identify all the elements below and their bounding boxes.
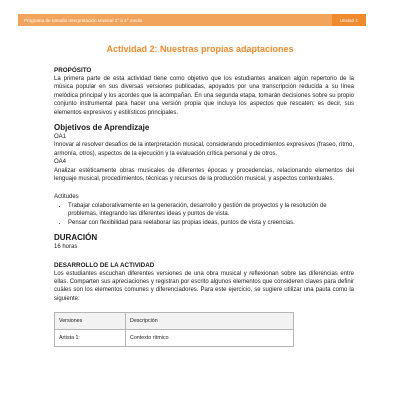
proposito-text: La primera parte de esta actividad tiene como objetivo que los estudiantes analicen algún repertorio de la música popular en sus diversas versiones publicadas, apoyados por una transcripción reducida a su línea melódica principal y los acordes que la acompañan. En una segunda etapa, tomarán decisiones sobre su propio conjunto instrumental para hacer una versión propia que incluya los aspectos que rescaten; es decir, sus elementos expresivos y estilísticos principales.	[54, 76, 354, 116]
duracion-value: 16 horas	[54, 244, 78, 251]
document-header	[18, 14, 366, 26]
table-header-row	[55, 313, 294, 330]
desarrollo-heading: DESARROLLO DE LA ACTIVIDAD	[54, 261, 155, 269]
table-cell: Contexto rítmico	[126, 330, 294, 347]
table-header-cell: Versiones	[55, 313, 126, 330]
objetivos-heading: Objetivos de Aprendizaje	[54, 123, 150, 133]
desarrollo-text: Los estudiantes escuchan diferentes versiones de una obra musical y reflexionan sobre las diferencias entre ellas. Comparten sus apreciaciones y registran por escrito algunos elementos que consideren claves para definir cuáles son los elementos comunes y diferenciadores. Para este ejercicio, se sugiere utilizar una pauta como la siguiente:	[54, 270, 354, 302]
list-item: • Trabajar colaborativamente en la generación, desarrollo y gestión de proyectos y la resolución de problemas, integrando las diferentes ideas y puntos de vista.	[68, 202, 354, 219]
actitudes-list	[54, 202, 354, 227]
list-item: • Pensar con flexibilidad para reelaborar las propias ideas, puntos de vista y creencias.	[68, 219, 354, 227]
program-name: Programa de Estudio Interpretación Musical 3° a 4° medio	[24, 17, 143, 23]
actitudes-heading: Actitudes	[54, 194, 79, 201]
objective-code: OA4	[54, 159, 67, 166]
document-body	[54, 67, 354, 347]
unit-label: Unidad 1	[332, 14, 366, 26]
table-cell: Artista 1:	[55, 330, 126, 347]
guide-table	[54, 312, 294, 347]
duracion-heading: DURACIÓN	[54, 233, 98, 243]
objective-code: OA1	[54, 134, 67, 141]
table-row	[55, 330, 294, 347]
objective-text: Analizar estéticamente obras musicales de diferentes épocas y procedencias, relacionando elementos del lenguaje musical, procedimientos, técnicas y recursos de la producción musical, y aspectos contextuales.	[54, 167, 354, 183]
proposito-heading: PROPÓSITO	[54, 67, 92, 74]
activity-title: Actividad 2: Nuestras propias adaptaciones	[106, 44, 294, 54]
table-header-cell: Descripción	[126, 313, 294, 330]
objective-text: Innovar al resolver desafíos de la interpretación musical, considerando procedimientos expresivos (fraseo, ritmo, armonía, otros), aspectos de la ejecución y la evaluación crítica personal y de otros.	[54, 142, 354, 157]
